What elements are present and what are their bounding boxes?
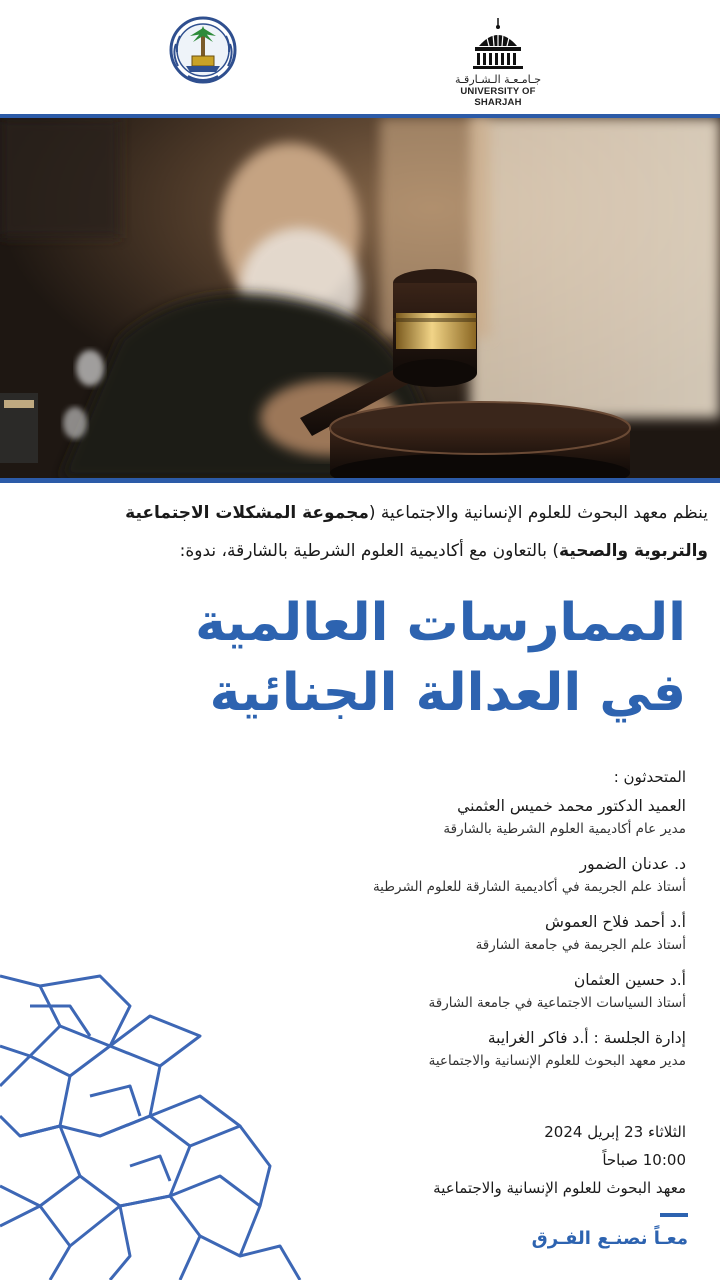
university-of-sharjah-logo: [436, 16, 560, 108]
speaker-title: أستاذ علم الجريمة في جامعة الشارقة: [475, 937, 686, 953]
event-time: 10:00 صباحاً: [602, 1151, 686, 1169]
event-details: [300, 1118, 686, 1202]
speaker-item: [240, 852, 686, 898]
moderator-title: مدير معهد البحوث للعلوم الإنسانية والاجتماعية: [428, 1053, 686, 1069]
university-name-english: UNIVERSITY OF SHARJAH: [460, 86, 536, 108]
seminar-title: [20, 588, 686, 728]
intro-group-name: مجموعة المشكلات الاجتماعية: [125, 503, 369, 523]
speaker-name: العميد الدكتور محمد خميس العثمني: [457, 797, 686, 815]
speaker-name: د. عدنان الضمور: [579, 855, 686, 873]
hero-divider: [0, 478, 720, 483]
speaker-name: أ.د أحمد فلاح العموش: [545, 913, 686, 931]
geometric-pattern-icon: [0, 966, 310, 1280]
seminar-title-line1: الممارسات العالمية: [195, 593, 686, 653]
event-venue: معهد البحوث للعلوم الإنسانية والاجتماعية: [433, 1179, 686, 1197]
speaker-title: أستاذ السياسات الاجتماعية في جامعة الشارقة: [428, 995, 686, 1011]
judge-gavel-photo: [0, 118, 720, 478]
speakers-label: المتحدثون :: [613, 768, 686, 786]
intro-paragraph: [14, 494, 708, 570]
header: [0, 0, 720, 114]
speaker-item: [240, 794, 686, 840]
intro-text: ينظم معهد البحوث للعلوم الإنسانية والاجتماعية (: [368, 503, 708, 523]
police-academy-emblem-icon: [168, 14, 238, 90]
slogan-accent-bar: [660, 1213, 688, 1217]
slogan: معـاً نصنـع الفـرق: [531, 1228, 688, 1249]
intro-text-cont: ) بالتعاون مع أكاديمية العلوم الشرطية بالشارقة، ندوة:: [179, 541, 560, 561]
speaker-title: أستاذ علم الجريمة في أكاديمية الشارقة للعلوم الشرطية: [372, 879, 686, 895]
speaker-name: أ.د حسين العثمان: [573, 971, 686, 989]
seminar-title-line2: في العدالة الجنائية: [209, 663, 686, 723]
event-date: الثلاثاء 23 إبريل 2024: [544, 1123, 686, 1141]
speaker-item: [240, 910, 686, 956]
moderator-name: إدارة الجلسة : أ.د فاكر الغرايبة: [487, 1029, 686, 1047]
speaker-title: مدير عام أكاديمية العلوم الشرطية بالشارقة: [443, 821, 686, 837]
intro-group-name-cont: والتربوية والصحية: [559, 541, 708, 561]
university-name-arabic: جـامـعـة الـشـارقـة: [454, 73, 542, 86]
university-dome-icon: [467, 16, 529, 72]
